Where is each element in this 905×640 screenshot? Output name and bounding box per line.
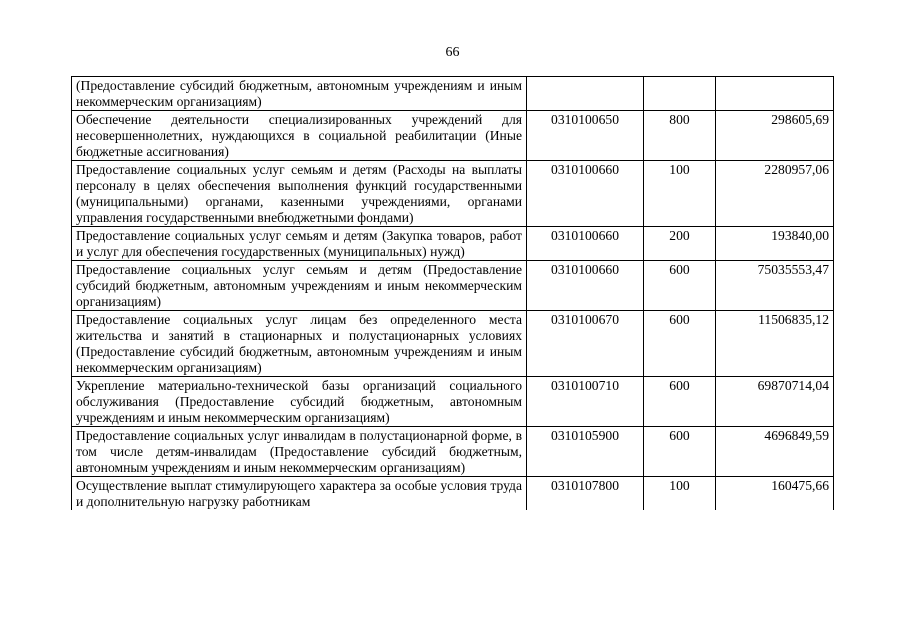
row-amount: 75035553,47 [716,261,834,311]
row-amount: 2280957,06 [716,161,834,227]
table-row [72,77,834,111]
row-expense-type: 600 [644,261,716,311]
table-row [72,261,834,311]
row-description: Предоставление социальных услуг лицам без определенного места жительства и занятий в стационарных и полустационарных условиях (Предоставление субсидий бюджетным, автономным учреждениям и иным некоммерческим организациям) [72,311,527,377]
row-expense-type: 800 [644,111,716,161]
row-description: Обеспечение деятельности специализированных учреждений для несовершеннолетних, нуждающихся в социальной реабилитации (Иные бюджетные ассигнования) [72,111,527,161]
row-description: Укрепление материально-технической базы организаций социального обслуживания (Предоставление субсидий бюджетным, автономным учреждениям и иным некоммерческим организациям) [72,377,527,427]
page-number: 66 [445,45,460,60]
row-amount: 11506835,12 [716,311,834,377]
row-target-code: 0310100660 [527,227,644,261]
row-expense-type: 600 [644,427,716,477]
row-target-code: 0310100650 [527,111,644,161]
row-description: Осуществление выплат стимулирующего характера за особые условия труда и дополнительную нагрузку работникам [72,477,527,511]
row-amount: 298605,69 [716,111,834,161]
table-row [72,227,834,261]
table-row [72,311,834,377]
table-row [72,377,834,427]
row-amount: 160475,66 [716,477,834,511]
row-target-code: 0310100710 [527,377,644,427]
row-description: Предоставление социальных услуг семьям и детям (Предоставление субсидий бюджетным, автономным учреждениям и иным некоммерческим организациям) [72,261,527,311]
row-expense-type: 200 [644,227,716,261]
row-amount: 4696849,59 [716,427,834,477]
row-expense-type: 100 [644,161,716,227]
row-amount: 193840,00 [716,227,834,261]
row-target-code: 0310105900 [527,427,644,477]
row-target-code: 0310100670 [527,311,644,377]
row-expense-type: 600 [644,311,716,377]
row-expense-type: 100 [644,477,716,511]
budget-table [71,76,834,510]
table-row [72,111,834,161]
row-expense-type [644,77,716,111]
row-target-code: 0310100660 [527,261,644,311]
row-target-code [527,77,644,111]
table-row [72,427,834,477]
table-row [72,477,834,511]
row-expense-type: 600 [644,377,716,427]
row-amount: 69870714,04 [716,377,834,427]
table-row [72,161,834,227]
row-amount [716,77,834,111]
row-target-code: 0310100660 [527,161,644,227]
row-description: (Предоставление субсидий бюджетным, автономным учреждениям и иным некоммерческим организациям) [72,77,527,111]
row-description: Предоставление социальных услуг инвалидам в полустационарной форме, в том числе детям-инвалидам (Предоставление субсидий бюджетным, автономным учреждениям и иным некоммерческим организациям) [72,427,527,477]
row-target-code: 0310107800 [527,477,644,511]
row-description: Предоставление социальных услуг семьям и детям (Закупка товаров, работ и услуг для обеспечения государственных (муниципальных) нужд) [72,227,527,261]
row-description: Предоставление социальных услуг семьям и детям (Расходы на выплаты персоналу в целях обеспечения выполнения функций государственными (муниципальными) органами, казенными учреждениями, органами управления государственными внебюджетными фондами) [72,161,527,227]
